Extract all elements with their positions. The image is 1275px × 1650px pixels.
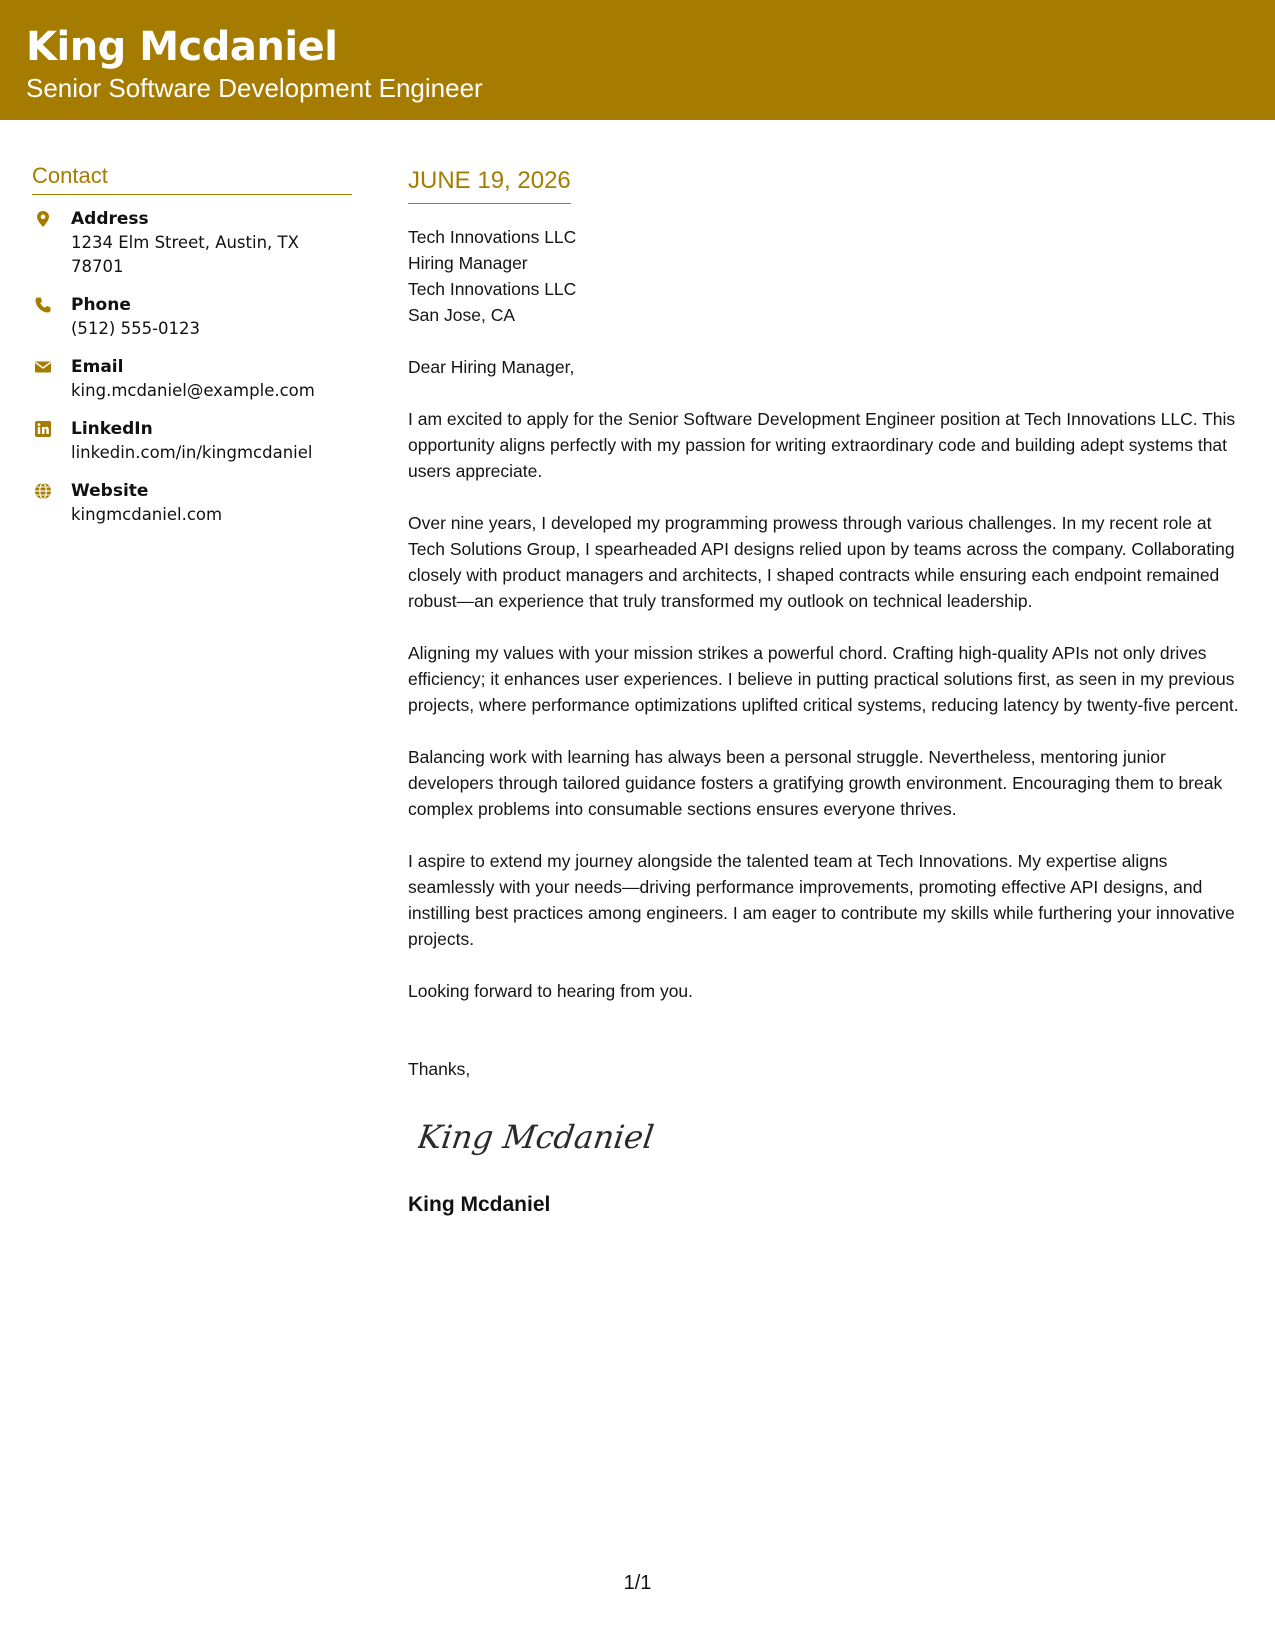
linkedin-icon bbox=[34, 420, 52, 438]
signer-name: King Mcdaniel bbox=[408, 1193, 551, 1216]
contact-email bbox=[32, 355, 352, 403]
letter-date: JUNE 19, 2026 bbox=[408, 165, 571, 204]
applicant-title: Senior Software Development Engineer bbox=[26, 73, 483, 103]
contact-section-title: Contact bbox=[32, 162, 352, 195]
recipient-block bbox=[408, 224, 1250, 328]
envelope-icon bbox=[34, 358, 52, 376]
contact-sidebar bbox=[32, 162, 352, 541]
contact-value: king.mcdaniel@example.com bbox=[71, 381, 315, 400]
page-number: 1/1 bbox=[623, 1572, 652, 1594]
signature-image bbox=[418, 1108, 668, 1168]
contact-value: (512) 555-0123 bbox=[71, 319, 201, 338]
globe-icon bbox=[34, 482, 52, 500]
signature-text: King Mcdaniel bbox=[418, 1118, 657, 1156]
recipient-line: Tech Innovations LLC bbox=[408, 227, 577, 247]
contact-label: Phone bbox=[71, 295, 131, 315]
body-paragraph: Looking forward to hearing from you. bbox=[408, 981, 694, 1001]
contact-linkedin bbox=[32, 417, 352, 465]
contact-phone bbox=[32, 293, 352, 341]
contact-value: 1234 Elm Street, Austin, TX 78701 bbox=[71, 233, 299, 276]
contact-label: Email bbox=[71, 357, 124, 377]
contact-address bbox=[32, 207, 352, 279]
recipient-line: Tech Innovations LLC bbox=[408, 279, 577, 299]
map-pin-icon bbox=[34, 210, 52, 228]
contact-value: kingmcdaniel.com bbox=[71, 505, 223, 524]
recipient-line: Hiring Manager bbox=[408, 253, 528, 273]
body-paragraph: I aspire to extend my journey alongside the talented team at Tech Innovations. My expertise aligns seamlessly with your needs—driving performance improvements, promoting effective API designs, and instilling best practices among engineers. I am eager to contribute my skills while furthering your innovative projects. bbox=[408, 851, 1235, 949]
contact-website bbox=[32, 479, 352, 527]
closing-block bbox=[408, 1056, 1250, 1219]
body-paragraph: Aligning my values with your mission strikes a powerful chord. Crafting high-quality APIs not only drives efficiency; it enhances user experiences. I believe in putting practical solutions first, as seen in my previous projects, where performance optimizations uplifted critical systems, reducing latency by twenty-five percent. bbox=[408, 643, 1239, 715]
header-banner bbox=[0, 0, 1275, 120]
body-paragraph: I am excited to apply for the Senior Software Development Engineer position at Tech Innovations LLC. This opportunity aligns perfectly with my passion for writing extraordinary code and building adept systems that users appreciate. bbox=[408, 409, 1236, 481]
phone-icon bbox=[34, 296, 52, 314]
contact-value: linkedin.com/in/kingmcdaniel bbox=[71, 443, 313, 462]
closing-text: Thanks, bbox=[408, 1059, 471, 1079]
contact-label: Website bbox=[71, 481, 149, 501]
body-paragraph: Balancing work with learning has always been a personal struggle. Nevertheless, mentoring junior developers through tailored guidance fosters a gratifying growth environment. Encouraging them to break complex problems into consumable sections ensures everyone thrives. bbox=[408, 747, 1223, 819]
salutation: Dear Hiring Manager, bbox=[408, 357, 575, 377]
contact-label: LinkedIn bbox=[71, 419, 153, 439]
body-paragraph: Over nine years, I developed my programming prowess through various challenges. In my recent role at Tech Solutions Group, I spearheaded API designs relied upon by teams across the company. Collaborating closely with product managers and architects, I shaped contracts while ensuring each endpoint remained robust—an experience that truly transformed my outlook on technical leadership. bbox=[408, 513, 1235, 611]
recipient-line: San Jose, CA bbox=[408, 305, 515, 325]
applicant-name: King Mcdaniel bbox=[26, 24, 338, 70]
contact-label: Address bbox=[71, 209, 149, 229]
letter-body bbox=[408, 165, 1250, 1219]
